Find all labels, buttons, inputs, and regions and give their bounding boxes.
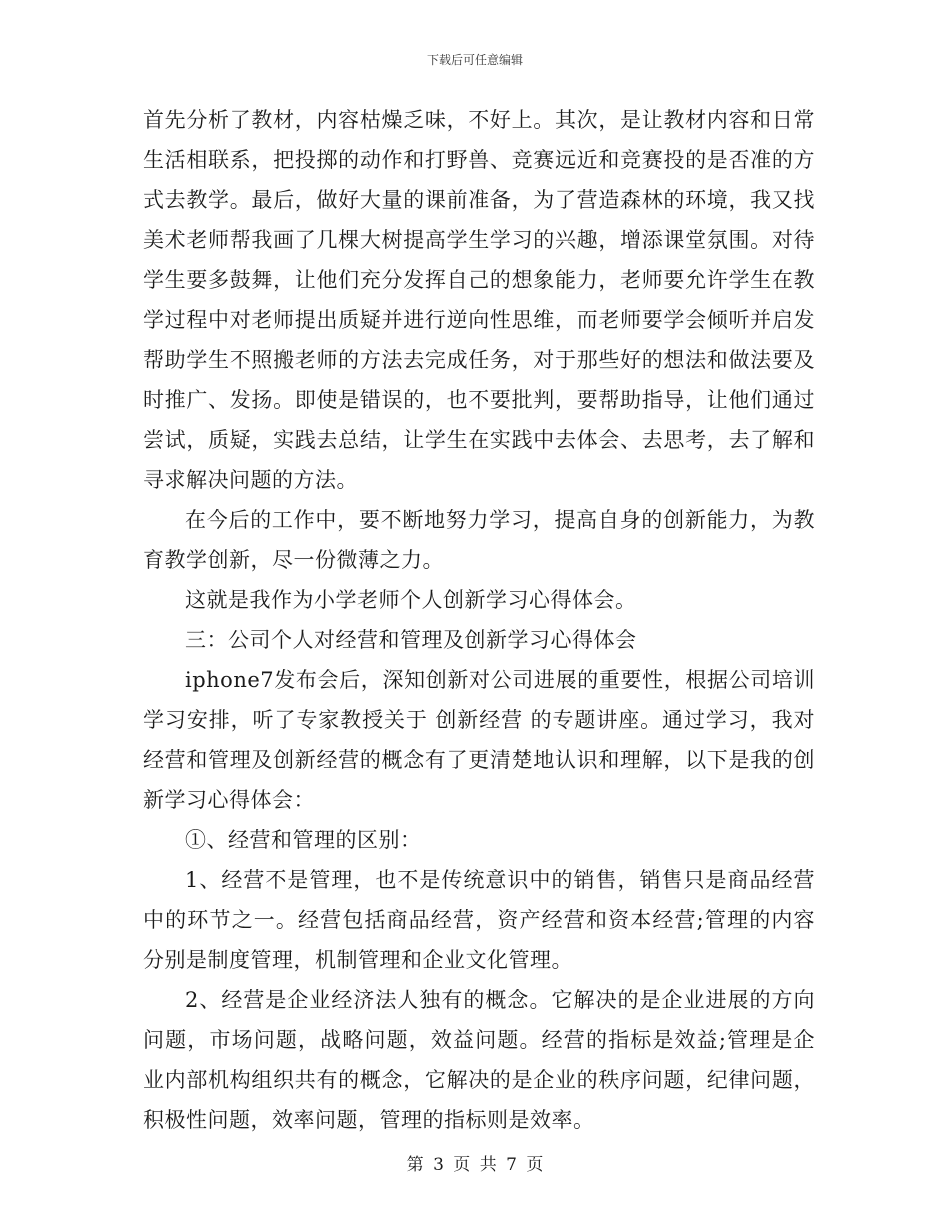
subsection-heading: ①、经营和管理的区别： (185, 828, 422, 852)
paragraph: 首先分析了教材，内容枯燥乏味，不好上。其次，是让教材内容和日常生活相联系，把投掷的动作和打野兽、竞赛远近和竞赛投的是否准的方式去教学。最后，做好大量的课前准备，为了营造森林的环境，我又找美术老师帮我画了几棵大树提高学生学习的兴趣，增添课堂氛围。对待学生要多鼓舞，让他们充分发挥自己的想象能力，老师要允许学生在教学过程中对老师提出质疑并进行逆向性思维，而老师要学会倾听并启发帮助学生不照搬老师的方法去完成任务，对于那些好的想法和做法要及时推广、发扬。即使是错误的，也不要批判，要帮助指导，让他们通过尝试，质疑，实践去总结，让学生在实践中去体会、去思考，去了解和寻求解决问题的方法。 (143, 108, 815, 492)
paragraph: iphone7发布会后，深知创新对公司进展的重要性，根据公司培训学习安排，听了专家教授关于 创新经营 的专题讲座。通过学习，我对经营和管理及创新经营的概念有了更清楚地认识和理解，以下是我的创新学习心得体会： (143, 668, 815, 812)
paragraph: 1、经营不是管理，也不是传统意识中的销售，销售只是商品经营中的环节之一。经营包括商品经营，资产经营和资本经营;管理的内容分别是制度管理，机制管理和企业文化管理。 (143, 868, 815, 972)
paragraph: 2、经营是企业经济法人独有的概念。它解决的是企业进展的方向问题，市场问题，战略问题，效益问题。经营的指标是效益;管理是企业内部机构组织共有的概念，它解决的是企业的秩序问题，纪律问题，积极性问题，效率问题，管理的指标则是效率。 (143, 988, 815, 1132)
paragraph: 在今后的工作中，要不断地努力学习，提高自身的创新能力，为教育教学创新，尽一份微薄之力。 (143, 508, 815, 572)
paragraph: 这就是我作为小学老师个人创新学习心得体会。 (185, 588, 637, 612)
page-header: 下载后可任意编辑 (426, 53, 523, 67)
document-body (143, 100, 815, 1140)
page-number-footer: 第 3 页 共 7 页 (406, 1155, 544, 1175)
section-heading: 三：公司个人对经营和管理及创新学习心得体会 (185, 628, 637, 652)
